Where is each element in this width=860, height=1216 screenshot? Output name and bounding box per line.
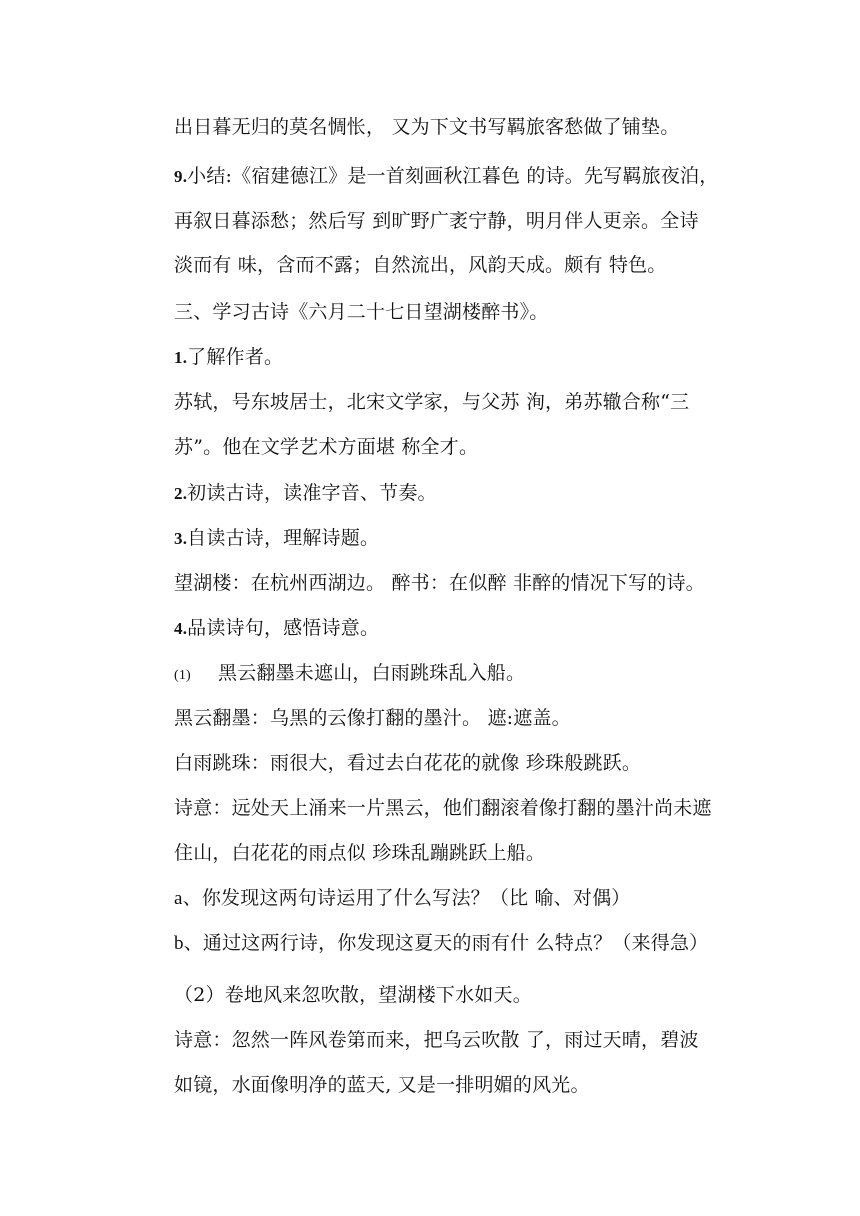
item-number: 3. xyxy=(174,529,188,548)
line-text: 白雨跳珠：雨很大，看过去白花花的就像 珍珠般跳跃。 xyxy=(174,752,642,774)
text-line xyxy=(174,481,764,506)
line-text: 出日暮无归的莫名惆怅， 又为下文书写羁旅客愁做了铺垫。 xyxy=(174,116,680,138)
text-line xyxy=(174,390,764,414)
item-number: 2. xyxy=(174,484,188,503)
text-line xyxy=(174,209,764,233)
line-text: 三、学习古诗《六月二十七日望湖楼醉书》。 xyxy=(174,301,549,323)
text-line xyxy=(174,931,764,956)
text-line xyxy=(174,164,764,189)
line-text: 自读古诗，理解诗题。 xyxy=(187,527,380,549)
text-line xyxy=(174,841,764,865)
text-line xyxy=(174,571,764,595)
line-text: 苏”。他在文学艺术方面堪 称全才。 xyxy=(174,436,479,458)
item-number: 4. xyxy=(174,619,188,638)
text-line xyxy=(174,796,764,820)
section-heading xyxy=(174,300,764,324)
line-text: 苏轼，号东坡居士，北宋文学家，与父苏 洵，弟苏辙合称“三 xyxy=(174,391,690,413)
item-letter: a xyxy=(174,888,183,909)
text-line xyxy=(174,1073,764,1097)
line-text: 初读古诗，读准字音、节奏。 xyxy=(187,482,437,504)
line-text: 黑云翻墨未遮山，白雨跳珠乱入船。 xyxy=(218,662,526,684)
line-text: 淡而有 味，含而不露；自然流出，风韵天成。颇有 特色。 xyxy=(174,254,667,276)
line-text: 诗意：远处天上涌来一片黑云，他们翻滚着像打翻的墨汁尚未遮 xyxy=(174,797,712,819)
line-text: 黑云翻墨：乌黑的云像打翻的墨汁。 遮:遮盖。 xyxy=(174,707,571,729)
text-line xyxy=(174,706,764,730)
text-line xyxy=(174,115,764,139)
text-line xyxy=(174,751,764,775)
item-letter: b xyxy=(174,933,184,954)
line-text: 品读诗句，感悟诗意。 xyxy=(187,617,380,639)
text-line xyxy=(174,253,764,277)
text-line xyxy=(174,435,764,459)
item-number: 9. xyxy=(174,167,188,186)
item-number: 1. xyxy=(174,348,188,367)
poem-line xyxy=(174,983,764,1007)
text-line xyxy=(174,1028,764,1052)
text-line xyxy=(174,886,764,911)
line-text: 如镜，水面像明净的蓝天, 又是一排明媚的风光。 xyxy=(174,1074,590,1096)
line-text: 诗意：忽然一阵风卷第而来，把乌云吹散 了，雨过天晴，碧波 xyxy=(174,1029,699,1051)
line-text: 小结:《宿建德江》是一首刻画秋江暮色 的诗。先写羁旅夜泊， xyxy=(187,165,719,187)
line-text: 再叙日暮添愁；然后写 到旷野广袤宁静，明月伴人更亲。全诗 xyxy=(174,210,699,232)
text-line xyxy=(174,616,764,641)
line-text: （2）卷地风来忽吹散，望湖楼下水如天。 xyxy=(174,984,532,1006)
line-text: 望湖楼：在杭州西湖边。 醉书：在似醉 非醉的情况下写的诗。 xyxy=(174,572,705,594)
item-number: (1) xyxy=(174,668,191,683)
line-text: 、你发现这两句诗运用了什么写法？（比 喻、对偶） xyxy=(182,887,631,909)
line-text: 了解作者。 xyxy=(187,346,284,368)
line-text: 住山，白花花的雨点似 珍珠乱蹦跳跃上船。 xyxy=(174,842,546,864)
text-line xyxy=(174,526,764,551)
line-text: 、通过这两行诗，你发现这夏天的雨有什 么特点？（来得急） xyxy=(183,932,709,954)
text-line xyxy=(174,345,764,370)
poem-line xyxy=(174,661,764,688)
